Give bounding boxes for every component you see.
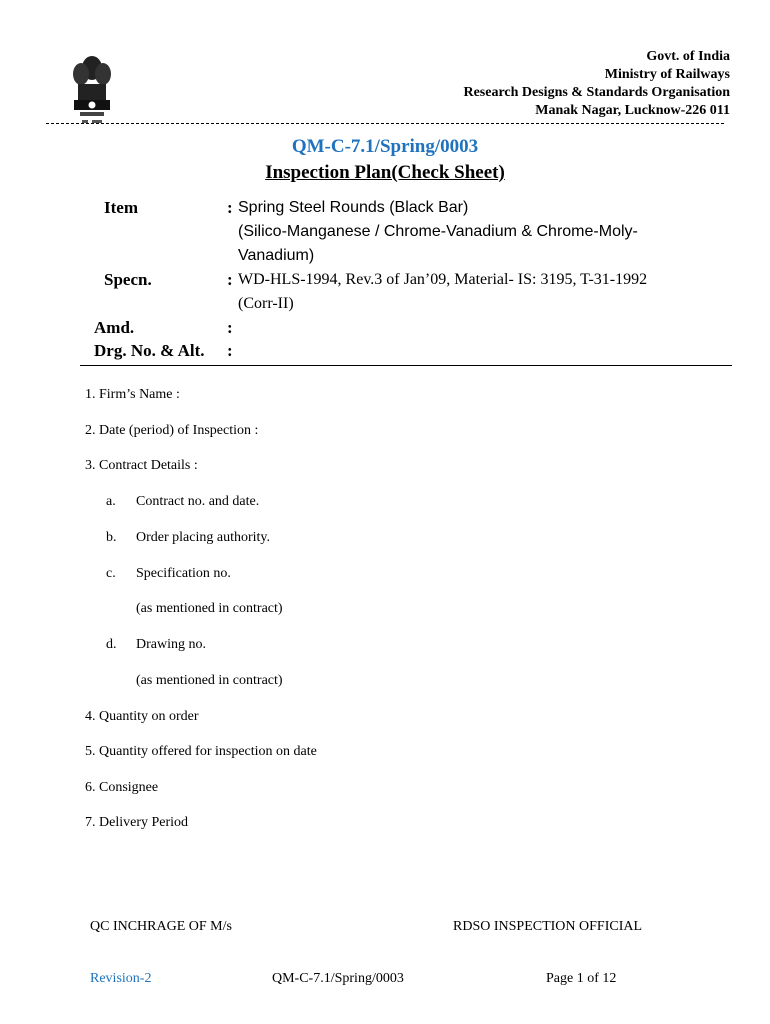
order-authority-item: Order placing authority.	[136, 530, 270, 545]
section-divider	[80, 365, 732, 366]
firm-name-item: 1. Firm’s Name :	[85, 387, 180, 402]
header-address: Manak Nagar, Lucknow-226 011	[535, 103, 730, 118]
drg-colon: :	[227, 341, 233, 360]
page-title: Inspection Plan(Check Sheet)	[265, 162, 505, 183]
item-value-line3: Vanadium)	[238, 247, 315, 264]
amd-label: Amd.	[94, 318, 135, 337]
national-emblem-icon	[68, 50, 116, 130]
amd-colon: :	[227, 318, 233, 337]
item-label: Item	[104, 198, 138, 217]
drg-label: Drg. No. & Alt.	[94, 341, 205, 360]
footer-doc-number: QM-C-7.1/Spring/0003	[272, 971, 404, 986]
item-value-line1: Spring Steel Rounds (Black Bar)	[238, 199, 469, 216]
sub-c-letter: c.	[106, 566, 116, 581]
specn-value-line1: WD-HLS-1994, Rev.3 of Jan’09, Material- IS: 3195, T-31-1992	[238, 271, 648, 288]
header-ministry: Ministry of Railways	[604, 67, 730, 82]
delivery-period-item: 7. Delivery Period	[85, 815, 189, 830]
specn-label: Specn.	[104, 270, 152, 289]
specification-no-item: Specification no.	[136, 566, 231, 581]
sub-a-letter: a.	[106, 494, 116, 509]
quantity-order-item: 4. Quantity on order	[85, 709, 199, 724]
footer-page-number: Page 1 of 12	[546, 971, 617, 986]
sub-d-letter: d.	[106, 637, 117, 652]
sub-b-letter: b.	[106, 530, 117, 545]
item-value-line2: (Silico-Manganese / Chrome-Vanadium & Chrome-Moly-	[238, 223, 638, 240]
drawing-note: (as mentioned in contract)	[136, 673, 283, 688]
doc-number: QM-C-7.1/Spring/0003	[291, 136, 479, 157]
item-colon: :	[227, 198, 233, 217]
header-organisation: Research Designs & Standards Organisation	[463, 85, 730, 100]
header-govt: Govt. of India	[646, 49, 730, 64]
inspection-date-item: 2. Date (period) of Inspection :	[85, 423, 259, 438]
specn-colon: :	[227, 270, 233, 289]
footer-revision: Revision-2	[90, 971, 152, 986]
contract-no-item: Contract no. and date.	[136, 494, 260, 509]
consignee-item: 6. Consignee	[85, 780, 159, 795]
contract-details-item: 3. Contract Details :	[85, 458, 198, 473]
drawing-no-item: Drawing no.	[136, 637, 206, 652]
quantity-offered-item: 5. Quantity offered for inspection on date	[85, 744, 317, 759]
qc-incharge-signature: QC INCHRAGE OF M/s	[90, 919, 232, 934]
specification-note: (as mentioned in contract)	[136, 601, 283, 616]
header-divider	[46, 123, 724, 124]
specn-value-line2: (Corr-II)	[238, 295, 294, 312]
rdso-official-signature: RDSO INSPECTION OFFICIAL	[453, 919, 643, 934]
